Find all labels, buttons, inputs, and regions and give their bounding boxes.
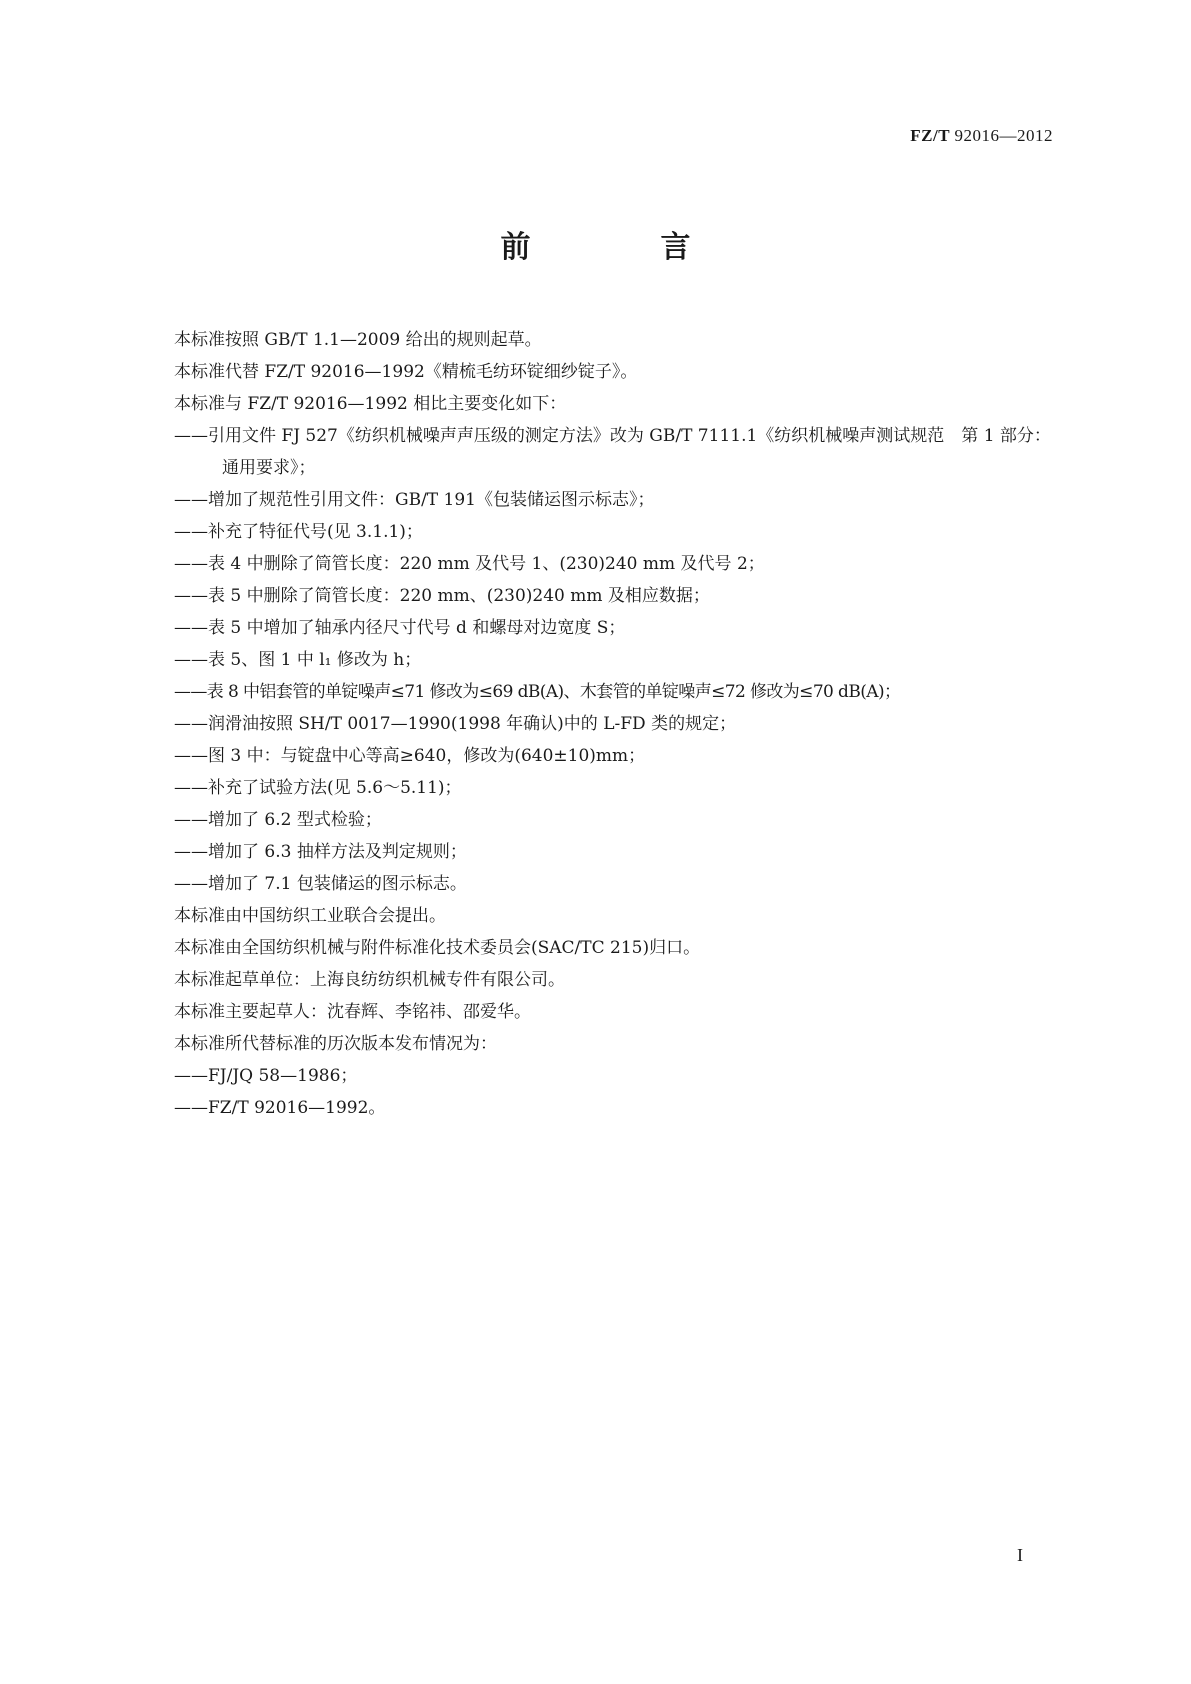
page-number: I	[1017, 1545, 1023, 1565]
list-item: ——引用文件 FJ 527《纺织机械噪声声压级的测定方法》改为 GB/T 7111.1《纺织机械噪声测试规范 第 1 部分：通用要求》；	[174, 426, 1051, 478]
paragraph: 本标准与 FZ/T 92016—1992 相比主要变化如下：	[174, 394, 567, 414]
list-item: ——补充了特征代号(见 3.1.1)；	[174, 522, 423, 542]
paragraph: 本标准起草单位：上海良纺纺织机械专件有限公司。	[174, 970, 565, 990]
list-item: ——增加了 7.1 包装储运的图示标志。	[174, 874, 467, 894]
list-item: ——FZ/T 92016—1992。	[174, 1098, 386, 1118]
list-item: ——表 8 中铝套管的单锭噪声≤71 修改为≤69 dB(A)、木套管的单锭噪声≤72 修改为≤70 dB(A)；	[174, 682, 901, 702]
page-title: 前 言	[500, 230, 741, 265]
list-item: ——表 5 中删除了筒管长度：220 mm、(230)240 mm 及相应数据；	[174, 586, 710, 606]
list-item: ——增加了 6.3 抽样方法及判定规则；	[174, 842, 467, 862]
paragraph: 本标准所代替标准的历次版本发布情况为：	[174, 1034, 497, 1054]
list-item: ——FJ/JQ 58—1986；	[174, 1066, 358, 1086]
list-item: ——表 5、图 1 中 l₁ 修改为 h；	[174, 650, 422, 670]
standard-code	[910, 126, 1053, 146]
list-item: ——增加了 6.2 型式检验；	[174, 810, 382, 830]
standard-code-number: 92016—2012	[954, 126, 1053, 145]
standard-code-prefix: FZ/T	[910, 126, 950, 145]
paragraph: 本标准按照 GB/T 1.1—2009 给出的规则起草。	[174, 330, 542, 350]
list-item: ——表 4 中删除了筒管长度：220 mm 及代号 1、(230)240 mm 及代号 2；	[174, 554, 765, 574]
list-item: ——润滑油按照 SH/T 0017—1990(1998 年确认)中的 L-FD 类的规定；	[174, 714, 737, 734]
paragraph: 本标准由中国纺织工业联合会提出。	[174, 906, 446, 926]
list-item: ——图 3 中：与锭盘中心等高≥640，修改为(640±10)mm；	[174, 746, 646, 766]
paragraph: 本标准由全国纺织机械与附件标准化技术委员会(SAC/TC 215)归口。	[174, 938, 701, 958]
list-item: ——表 5 中增加了轴承内径尺寸代号 d 和螺母对边宽度 S；	[174, 618, 626, 638]
list-item: ——增加了规范性引用文件：GB/T 191《包装储运图示标志》；	[174, 490, 655, 510]
paragraph: 本标准主要起草人：沈春辉、李铭祎、邵爱华。	[174, 1002, 531, 1022]
paragraph: 本标准代替 FZ/T 92016—1992《精梳毛纺环锭细纱锭子》。	[174, 362, 638, 382]
list-item: ——补充了试验方法(见 5.6～5.11)；	[174, 778, 462, 798]
foreword-body	[174, 324, 1054, 1124]
